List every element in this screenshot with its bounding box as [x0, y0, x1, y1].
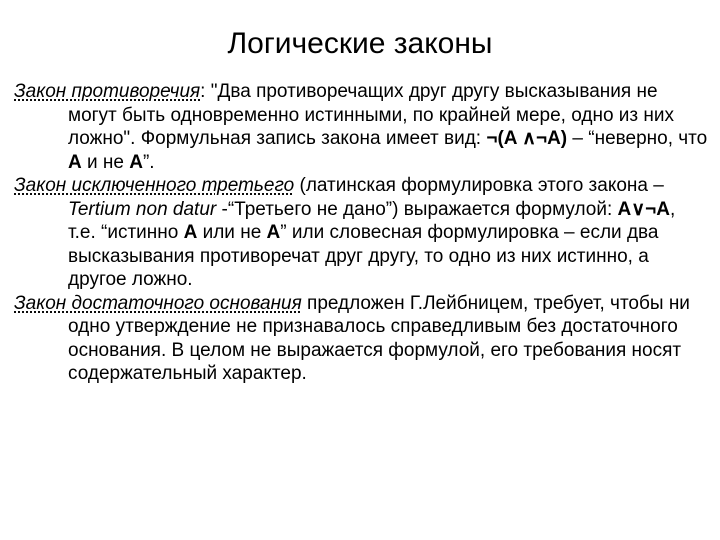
paragraph-law-of-sufficient-reason	[14, 292, 708, 386]
variable-a: А	[266, 222, 281, 243]
text-segment: (латинская формулировка этого закона –	[294, 175, 664, 196]
law-name: Закон достаточного основания	[14, 292, 302, 314]
text-segment: : "Два противоречащих друг другу высказывания не могут быть одновременно истинными, по крайней мере, одно из них ложно". Формульная запись закона имеет вид:	[68, 81, 674, 149]
law-name: Закон исключенного третьего	[14, 175, 295, 196]
formula: A∨¬A	[617, 198, 670, 220]
text-segment: -“Третьего не дано”) выражается формулой:	[216, 198, 618, 220]
paragraph-law-of-excluded-middle	[14, 174, 708, 292]
text-segment: , т.е. “истинно	[68, 198, 676, 243]
paragraph-law-of-contradiction	[14, 80, 708, 174]
text-segment: или не	[197, 222, 267, 243]
text-segment: ”.	[142, 151, 155, 173]
text-segment: – “неверно, что	[567, 128, 708, 149]
law-name: Закон противоречия	[14, 81, 201, 102]
text-segment: предложен Г.Лейбницем, требует, чтобы ни одно утверждение не признавалось справедливым без достаточного основания. В целом не выражается формулой, его требования носят содержательный характер.	[68, 292, 690, 384]
text-segment: ” или словесная формулировка – если два высказывания противоречат друг другу, то одно из них истинно, а другое ложно.	[68, 222, 659, 290]
latin-phrase: Tertium non datur	[68, 198, 217, 220]
variable-a: А	[68, 151, 82, 173]
slide-title: Логические законы	[227, 27, 493, 60]
variable-a: А	[129, 151, 143, 173]
slide-body	[14, 80, 708, 386]
text-segment: и не	[81, 151, 130, 173]
formula: ¬(A ∧¬A)	[486, 128, 568, 149]
variable-a: А	[183, 222, 198, 243]
